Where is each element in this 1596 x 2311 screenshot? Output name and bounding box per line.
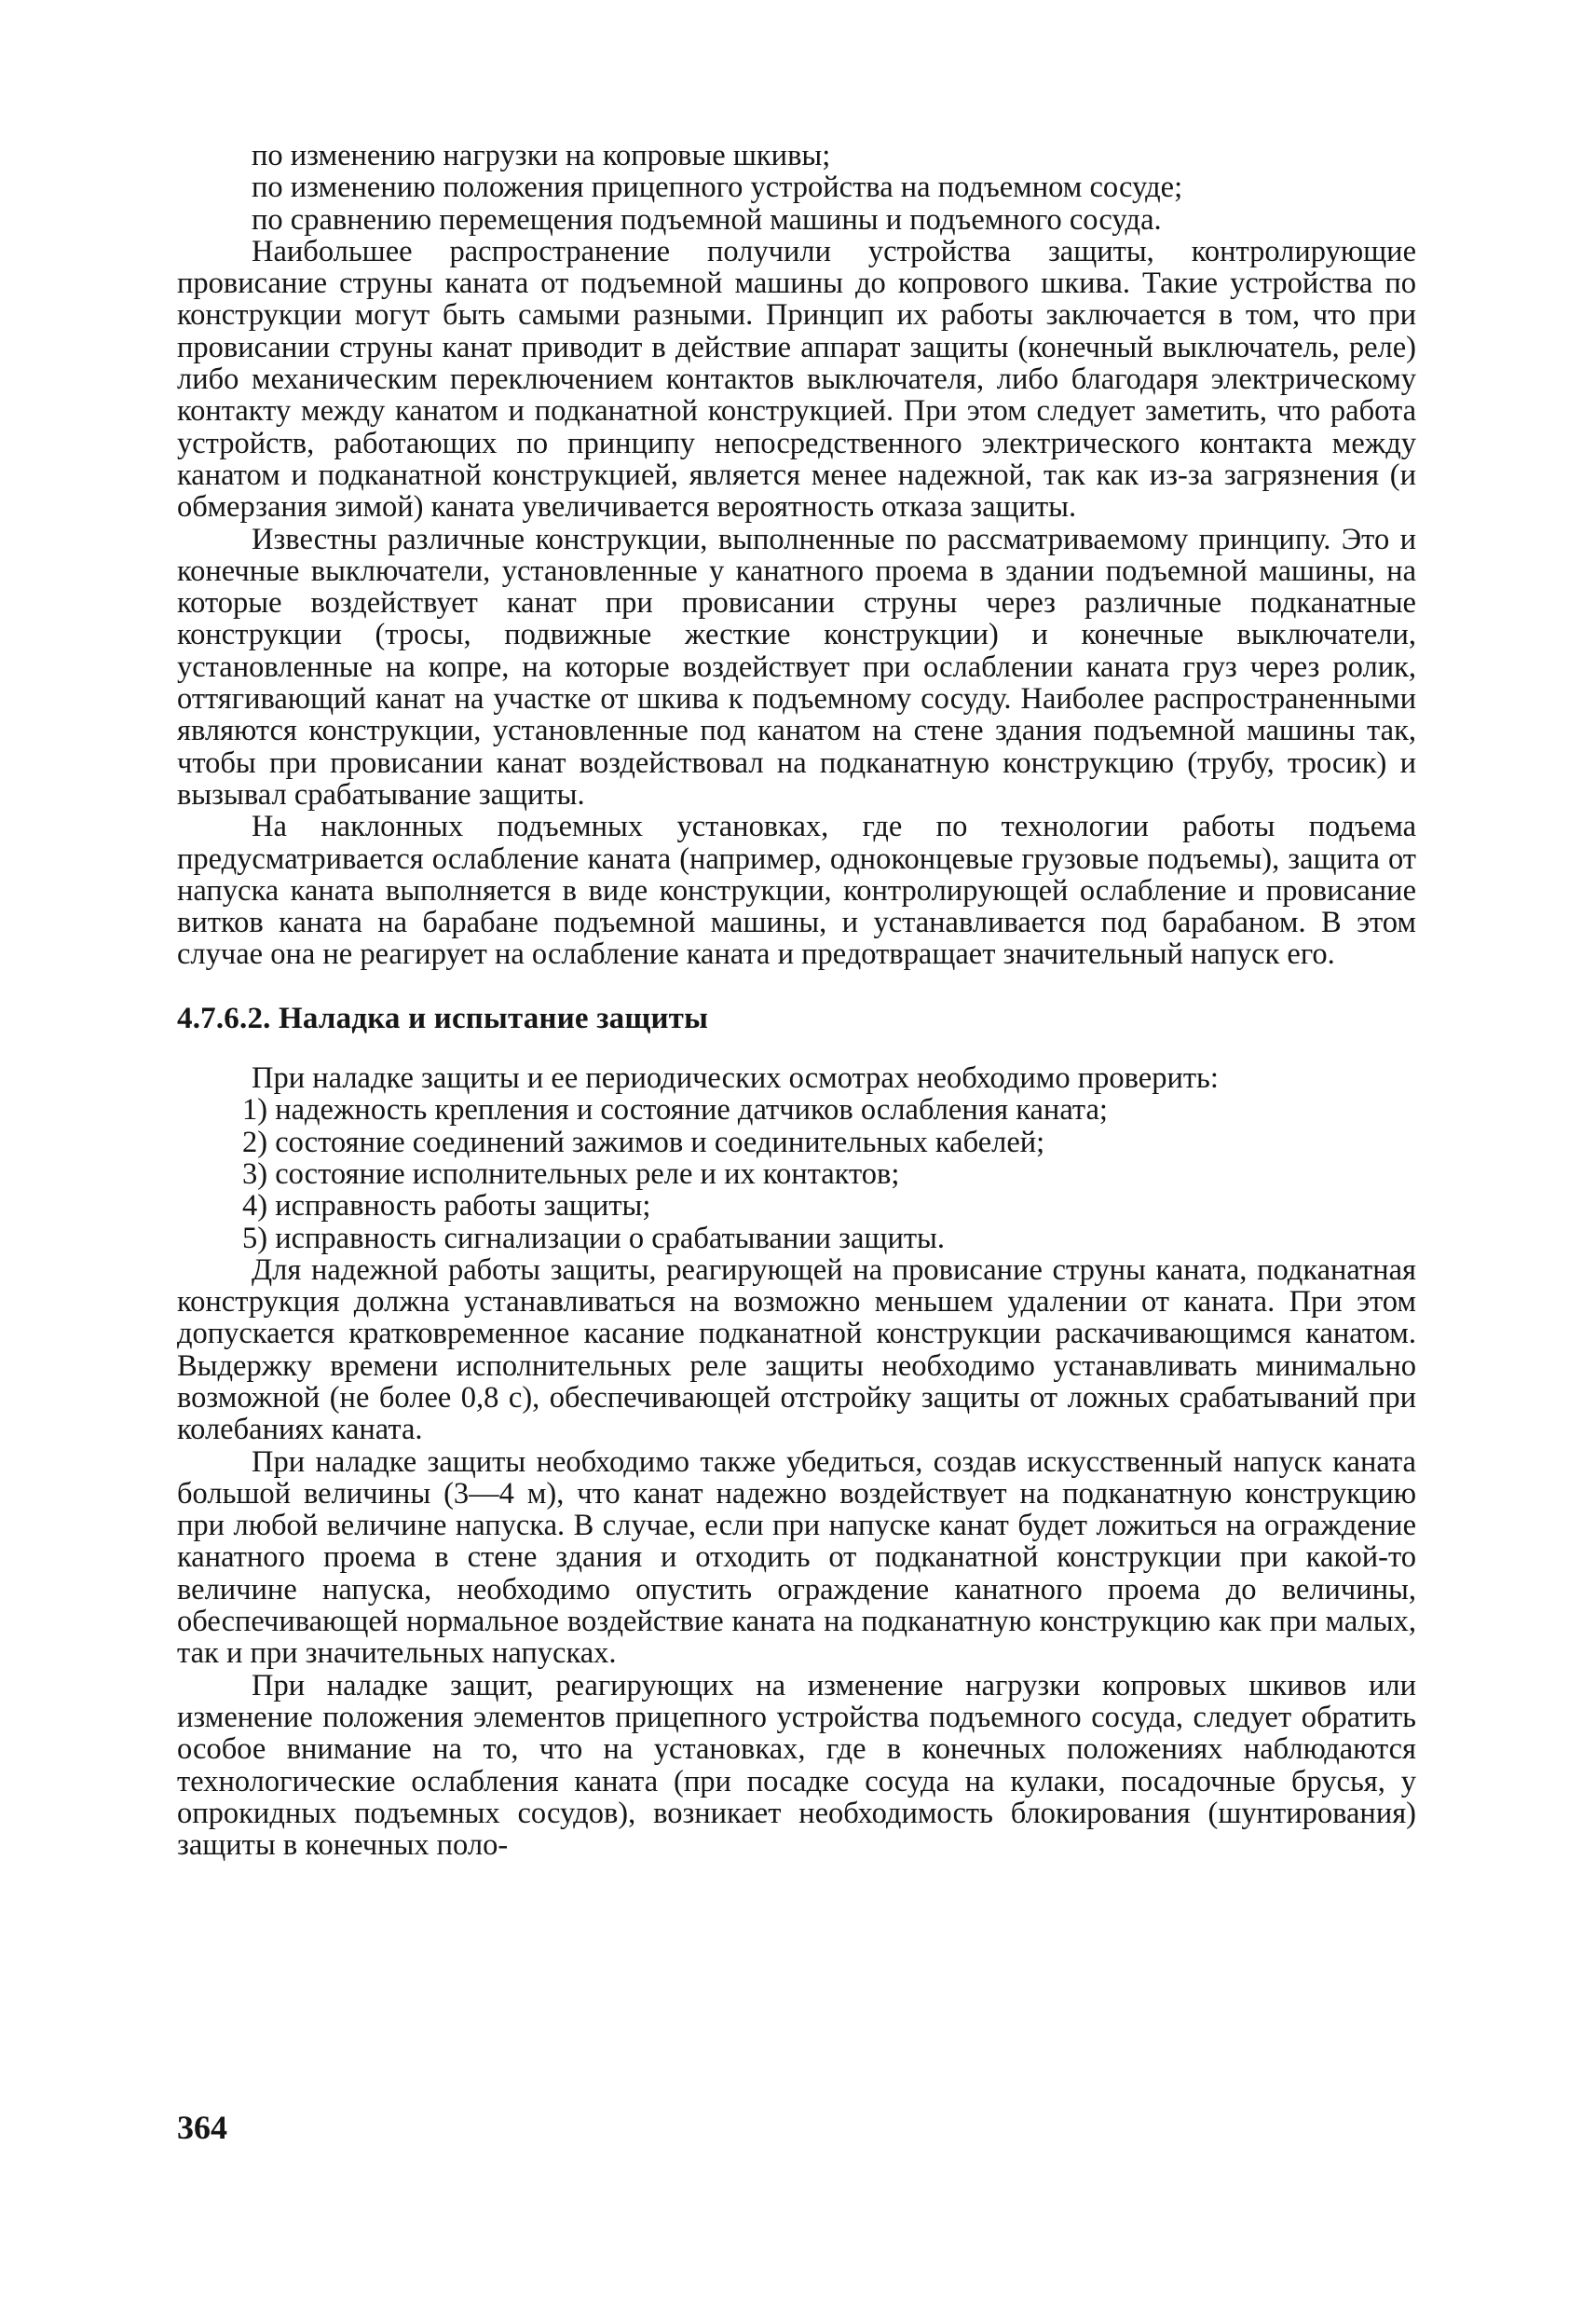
checklist-item: 1) надежность крепления и состояние датчиков ослабления каната; [242,1093,1108,1128]
paragraph: На наклонных подъемных установках, где по технологии работы подъема предусматривается ослабление каната (например, одноконцевые грузовые подъемы), защита от напуска каната выполняется в виде конструкции, контролирующей ослабление и провисание витков каната на барабане подъемной машины, и устанавливается под барабаном. В этом случае она не реагирует на ослабление каната и предотвращает значительный напуск его. [177,810,1416,972]
paragraph: При наладке защиты необходимо также убедиться, создав искусственный напуск каната большой величины (3—4 м), что канат надежно воздействует на подканатную конструкцию при любой величине напуска. В случае, если при напуске канат будет ложиться на ограждение канатного проема в стене здания и отходить от подканатной конструкции при какой-то величине напуска, необходимо опустить ограждение канатного проема до величины, обеспечивающей нормальное воздействие каната на подканатную конструкцию как при малых, так и при значительных напусках. [177,1444,1416,1671]
checklist-item: 2) состояние соединений зажимов и соединительных кабелей; [242,1125,1045,1159]
page-content [177,140,1416,1861]
checklist [177,1094,1416,1253]
paragraph: Для надежной работы защиты, реагирующей на провисание струны каната, подканатная конструкция должна устанавливаться на возможно меньшем удалении от каната. При этом допускается кратковременное касание подканатной конструкции раскачивающимся канатом. Выдержку времени исполнительных реле защиты необходимо устанавливать минимально возможной (не более 0,8 с), обеспечивающей отстройку защиты от ложных срабатываний при колебаниях каната. [177,1252,1416,1447]
paragraph: При наладке защит, реагирующих на изменение нагрузки копровых шкивов или изменение положения элементов прицепного устройства подъемного сосуда, следует обратить особое внимание на то, что на установках, где в конечных положениях наблюдаются технологические ослабления каната (при посадке сосуда на кулаки, посадочные брусья, у опрокидных подъемных сосудов), возникает необходимость блокирования (шунтирования) защиты в конечных поло- [177,1668,1416,1863]
list-item: по сравнению перемещения подъемной машины и подъемного сосуда. [252,202,1162,237]
page-number: 364 [177,2109,227,2146]
list-item: по изменению положения прицепного устройства на подъемном сосуде; [252,171,1183,205]
paragraph: Наибольшее распространение получили устройства защиты, контролирующие провисание струны каната от подъемной машины до копрового шкива. Такие устройства по конструкции могут быть самыми разными. Принцип их работы заключается в том, что при провисании струны канат приводит в действие аппарат защиты (конечный выключатель, реле) либо механическим переключением контактов выключателя, либо благодаря электрическому контакту между канатом и подканатной конструкцией. При этом следует заметить, что работа устройств, работающих по принципу непосредственного электрического контакта между канатом и подканатной конструкцией, является менее надежной, так как из-за загрязнения (и обмерзания зимой) каната увеличивается вероятность отказа защиты. [177,234,1416,525]
checklist-item: 4) исправность работы защиты; [242,1189,651,1224]
section-heading: 4.7.6.2. Наладка и испытание защиты [177,1001,709,1035]
top-list [177,140,1416,236]
checklist-item: 5) исправность сигнализации о срабатывании защиты. [242,1221,946,1255]
intro-paragraph: При наладке защиты и ее периодических осмотрах необходимо проверить: [252,1061,1219,1096]
paragraph: Известны различные конструкции, выполненные по рассматриваемому принципу. Это и конечные выключатели, установленные у канатного проема в здании подъемной машины, на которые воздействует канат при провисании струны через различные подканатные конструкции (тросы, подвижные жесткие конструкции) и конечные выключатели, установленные на копре, на которые воздействует при ослаблении каната груз через ролик, оттягивающий канат на участке от шкива к подъемному сосуду. Наиболее распространенными являются конструкции, установленные под канатом на стене здания подъемной машины так, чтобы при провисании канат воздействовал на подканатную конструкцию (трубу, тросик) и вызывал срабатывание защиты. [177,522,1416,812]
list-item: по изменению нагрузки на копровые шкивы; [252,139,831,172]
checklist-item: 3) состояние исполнительных реле и их контактов; [242,1156,900,1191]
